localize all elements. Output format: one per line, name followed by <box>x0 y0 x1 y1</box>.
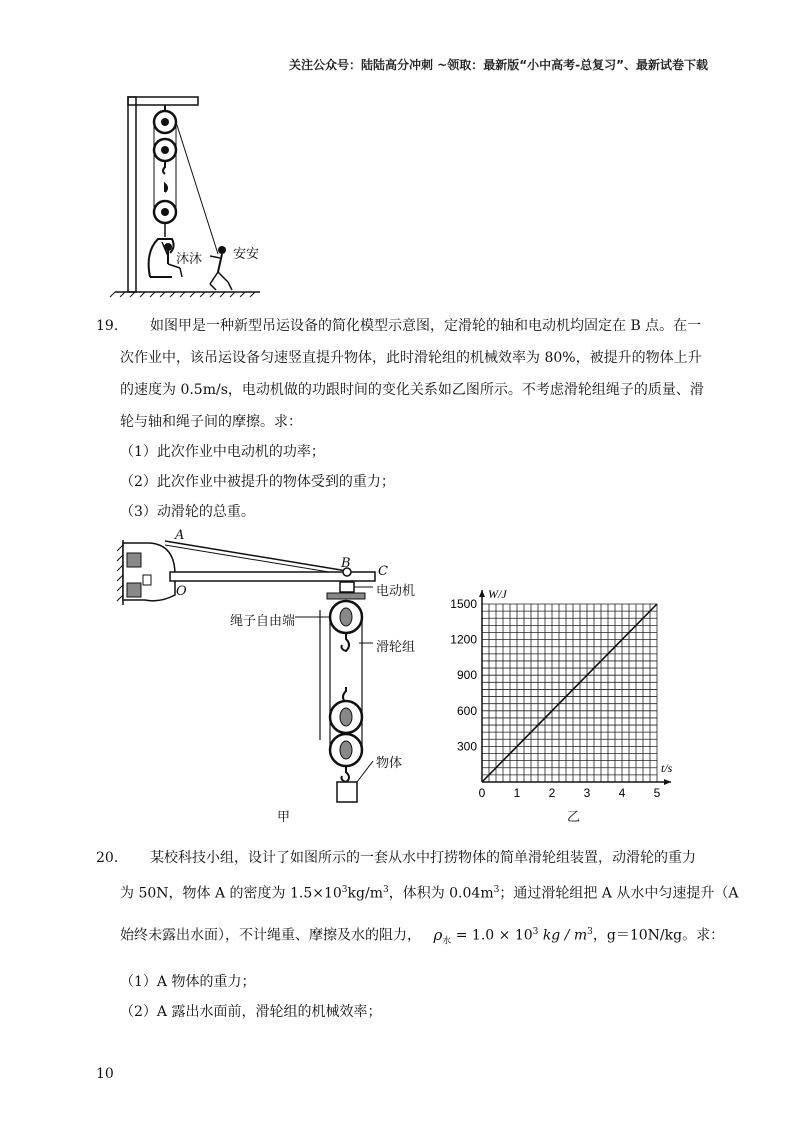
point-a-label: A <box>175 528 185 543</box>
q20-line-2-d: ；通过滑轮组把 A 从水中匀速提升（A <box>499 885 739 902</box>
q19-line-4: 轮与轴和绳子间的摩擦。求： <box>120 414 302 430</box>
x-tick-label: 1 <box>513 786 521 800</box>
pulley-set-label: 滑轮组 <box>376 640 416 655</box>
y-tick-label: 900 <box>456 668 477 683</box>
point-c-label: C <box>378 564 388 579</box>
figure-jia-caption: 甲 <box>277 810 291 825</box>
x-tick-label: 5 <box>653 786 661 800</box>
q20-line-2 <box>120 880 738 904</box>
rho-sub: 水 <box>442 936 452 947</box>
person-label-anan: 安安 <box>233 247 260 262</box>
q19-line-3: 的速度为 0.5m/s，电动机做的功跟时间的变化关系如乙图所示。不考虑滑轮组绳子的质量、滑 <box>120 382 704 398</box>
rope-end-label: 绳子自由端 <box>230 614 296 629</box>
y-axis-label: W/J <box>488 587 507 601</box>
rho-sup: 3 <box>532 927 539 937</box>
point-o-label: O <box>176 584 187 599</box>
x-tick-label: 4 <box>618 786 626 800</box>
rho-unit-sup: 3 <box>587 927 593 937</box>
rho-unit: kg / m <box>538 927 588 944</box>
q20-sub-2: （2）A 露出水面前，滑轮组的机械效率； <box>120 1004 382 1020</box>
q20-sub-1: （1）A 物体的重力； <box>120 974 256 990</box>
y-tick-label: 600 <box>456 703 477 718</box>
page-header: 关注公众号：陆陆高分冲刺 ~领取：最新版“小中高考-总复习”、最新试卷下载 <box>289 58 708 72</box>
q20-sup-c: 3 <box>493 885 500 895</box>
q20-line-2-a: 为 50N，物体 A 的密度为 1.5×10 <box>120 885 342 902</box>
person-label-mumu: 沐沐 <box>176 252 203 267</box>
q20-line-3-b: ，g＝10N/kg。求： <box>592 927 725 944</box>
q20-line-2-b: kg/m <box>347 885 383 902</box>
figure-yi-caption: 乙 <box>567 810 581 825</box>
y-tick-label: 1200 <box>450 632 477 647</box>
point-b-label: B <box>341 556 351 571</box>
rho-value: = 1.0 × 10 <box>451 927 533 944</box>
work-time-chart <box>440 580 690 800</box>
q19-line-2: 次作业中，该吊运设备匀速竖直提升物体，此时滑轮组的机械效率为 80%，被提升的物体上升 <box>120 350 702 366</box>
q19-line-1: 如图甲是一种新型吊运设备的简化模型示意图，定滑轮的轴和电动机均固定在 B 点。在一 <box>150 318 702 334</box>
question-20-number: 20. <box>96 850 119 866</box>
q20-line-1: 某校科技小组，设计了如图所示的一套从水中打捞物体的简单滑轮组装置，动滑轮的重力 <box>150 850 696 866</box>
x-tick-label: 0 <box>478 786 486 800</box>
question-19-number: 19. <box>96 318 119 334</box>
q19-sub-2: （2）此次作业中被提升的物体受到的重力； <box>120 474 395 490</box>
x-tick-label: 3 <box>583 786 591 800</box>
q19-sub-3: （3）动滑轮的总重。 <box>120 504 255 520</box>
q20-line-2-c: ，体积为 0.04m <box>388 885 494 902</box>
y-axis-arrow <box>479 590 485 597</box>
y-tick-label: 1500 <box>450 597 477 611</box>
q20-sup-b: 3 <box>382 885 389 895</box>
x-axis-arrow <box>664 779 671 785</box>
x-tick-label: 2 <box>548 786 556 800</box>
q20-line-3 <box>120 922 724 951</box>
x-axis-label: t/s <box>661 761 673 775</box>
rho-symbol: ρ <box>433 925 443 944</box>
q19-sub-1: （1）此次作业中电动机的功率； <box>120 444 325 460</box>
series-line-W <box>482 604 657 782</box>
q20-sup-a: 3 <box>341 885 348 895</box>
motor-label: 电动机 <box>376 584 416 599</box>
q20-line-3-a: 始终未露出水面），不计绳重、摩擦及水的阻力， <box>120 927 421 944</box>
page-number: 10 <box>96 1066 114 1082</box>
y-tick-label: 300 <box>456 739 477 754</box>
object-label: 物体 <box>376 756 403 771</box>
